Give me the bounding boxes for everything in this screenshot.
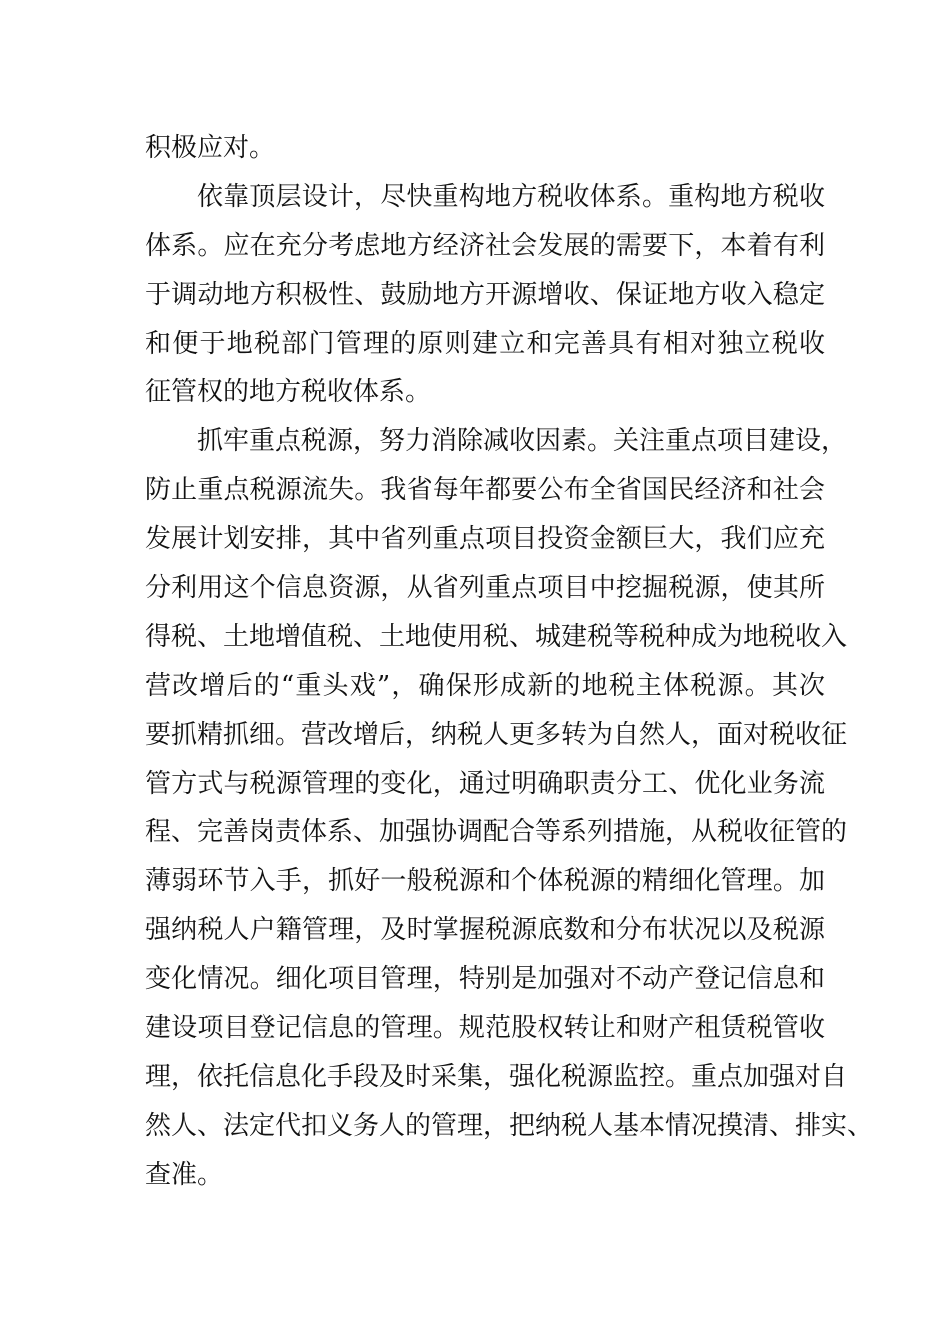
- text-line: 和便于地税部门管理的原则建立和完善具有相对独立税收: [145, 328, 825, 359]
- text-line: 抓牢重点税源，努力消除减收因素。关注重点项目建设，: [197, 426, 848, 457]
- text-line: 建设项目登记信息的管理。规范股权转让和财产租赁税管收: [145, 1013, 825, 1044]
- text-line: 薄弱环节入手，抓好一般税源和个体税源的精细化管理。加: [145, 866, 825, 897]
- text-line: 发展计划安排，其中省列重点项目投资金额巨大，我们应充: [145, 524, 825, 555]
- text-line: 营改增后的“重头戏”，确保形成新的地税主体税源。其次: [145, 670, 825, 701]
- text-line: 然人、法定代扣义务人的管理，把纳税人基本情况摸清、排实、: [145, 1110, 874, 1141]
- text-line: 征管权的地方税收体系。: [145, 377, 432, 408]
- text-line: 程、完善岗责体系、加强协调配合等系列措施，从税收征管的: [145, 817, 848, 848]
- text-line: 强纳税人户籍管理，及时掌握税源底数和分布状况以及税源: [145, 915, 825, 946]
- text-line: 管方式与税源管理的变化，通过明确职责分工、优化业务流: [145, 768, 825, 799]
- body-text: [145, 124, 874, 1200]
- text-line: 变化情况。细化项目管理，特别是加强对不动产登记信息和: [145, 964, 825, 995]
- text-line: 积极应对。: [145, 133, 276, 163]
- text-line: 理，依托信息化手段及时采集，强化税源监控。重点加强对自: [145, 1061, 848, 1092]
- text-line: 防止重点税源流失。我省每年都要公布全省国民经济和社会: [145, 475, 825, 506]
- text-line: 体系。应在充分考虑地方经济社会发展的需要下，本着有利: [145, 230, 825, 261]
- text-line: 依靠顶层设计，尽快重构地方税收体系。重构地方税收: [197, 181, 825, 212]
- text-line: 于调动地方积极性、鼓励地方开源增收、保证地方收入稳定: [145, 279, 825, 310]
- text-line: 分利用这个信息资源，从省列重点项目中挖掘税源，使其所: [145, 573, 825, 604]
- text-line: 得税、土地增值税、土地使用税、城建税等税种成为地税收入: [145, 621, 848, 652]
- text-line: 要抓精抓细。营改增后，纳税人更多转为自然人，面对税收征: [145, 719, 848, 750]
- text-line: 查准。: [145, 1159, 224, 1190]
